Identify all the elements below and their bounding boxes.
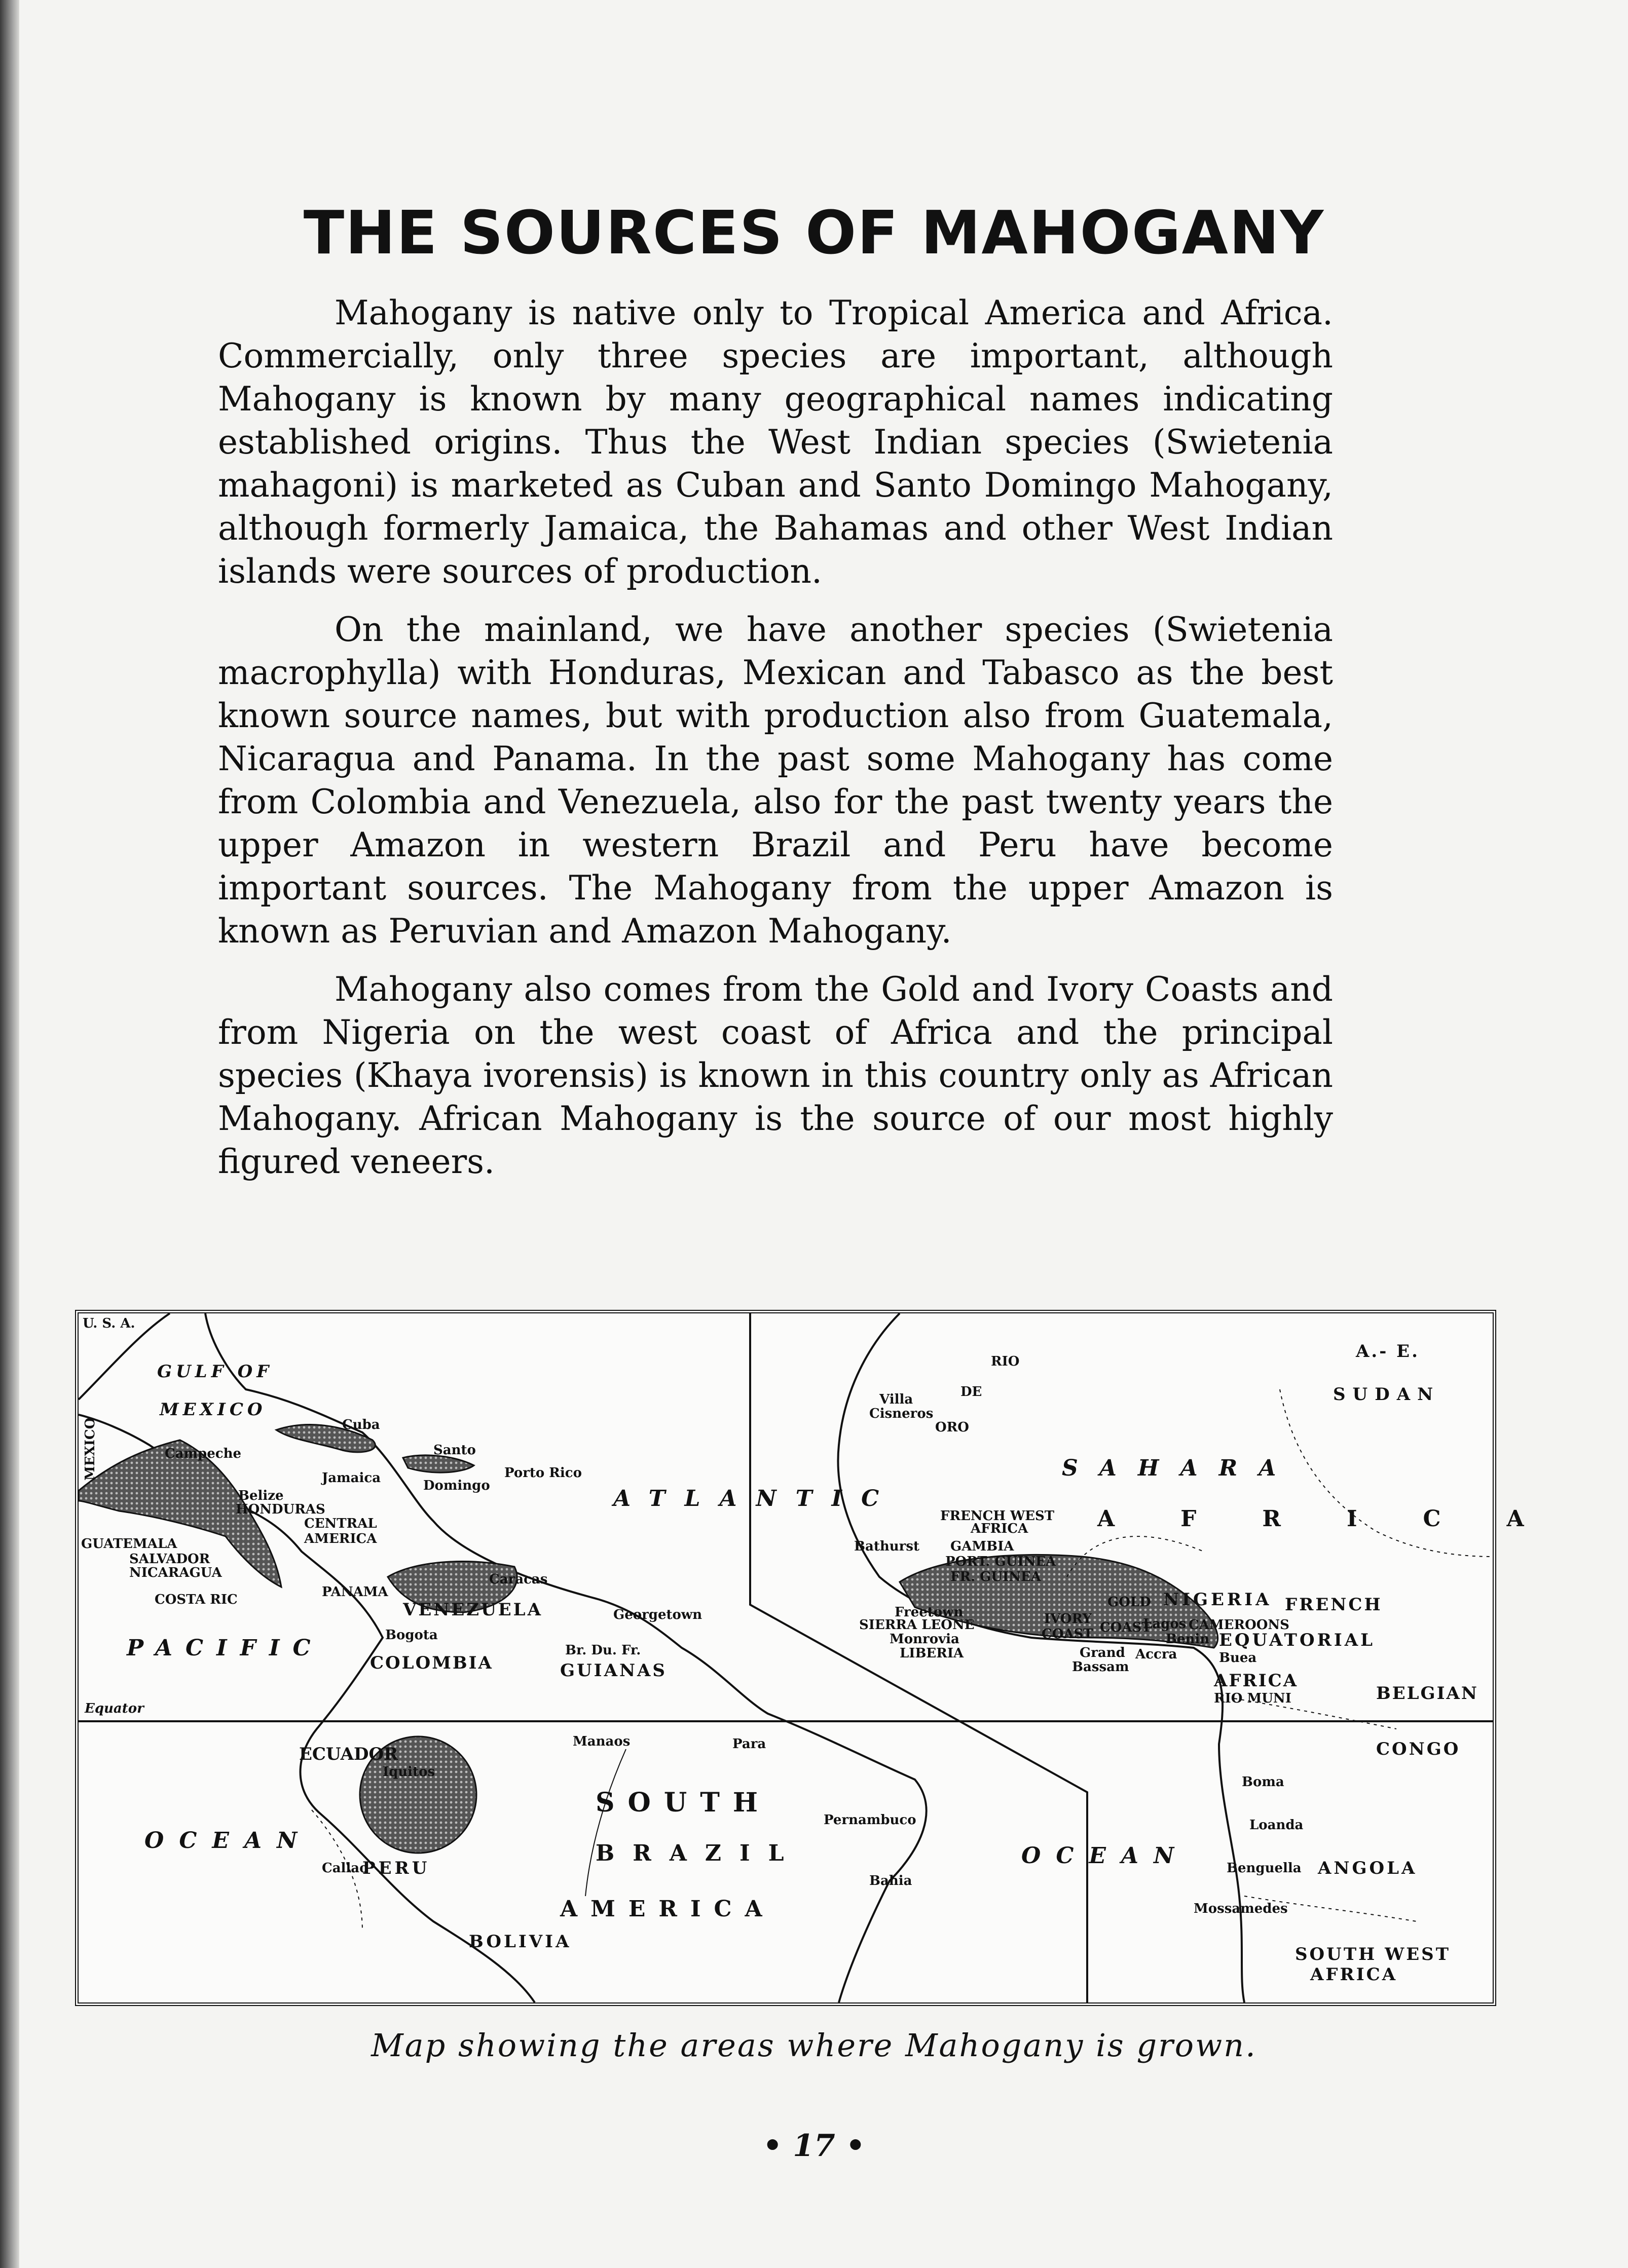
label-cisneros: Cisneros — [869, 1406, 934, 1421]
label-coast-ivory: COAST — [1042, 1627, 1093, 1642]
label-honduras: HONDURAS — [236, 1502, 325, 1517]
label-atlantic: ATLANTIC — [613, 1486, 899, 1511]
label-cameroons: CAMEROONS — [1189, 1617, 1289, 1633]
label-grand: Grand — [1080, 1645, 1125, 1660]
label-salvador: SALVADOR — [129, 1552, 210, 1567]
label-campeche: Campeche — [165, 1446, 242, 1461]
label-gulf-of: GULF OF — [157, 1362, 273, 1382]
label-lagos: Lagos — [1143, 1616, 1187, 1632]
mahogany-map — [75, 1310, 1590, 2006]
label-africa-equatorial: AFRICA — [1214, 1671, 1299, 1691]
label-ocean-right: OCEAN — [1021, 1843, 1190, 1869]
label-freetown: Freetown — [895, 1605, 964, 1620]
label-south-west: SOUTH WEST — [1295, 1944, 1451, 1964]
label-belize: Belize — [238, 1488, 284, 1503]
label-boma: Boma — [1242, 1774, 1284, 1790]
label-bahia: Bahia — [869, 1873, 912, 1888]
label-congo: CONGO — [1376, 1739, 1461, 1759]
label-accra: Accra — [1135, 1647, 1177, 1662]
label-africa: AFRICA — [1097, 1506, 1590, 1532]
label-bogota: Bogota — [385, 1628, 438, 1643]
label-america-central: AMERICA — [304, 1531, 377, 1546]
label-villa: Villa — [879, 1392, 913, 1407]
page-title: THE SOURCES OF MAHOGANY — [303, 198, 1325, 268]
label-america-south: AMERICA — [560, 1896, 775, 1922]
label-gambia: GAMBIA — [950, 1539, 1014, 1554]
label-equator: Equator — [85, 1701, 144, 1716]
label-usa: U. S. A. — [83, 1316, 135, 1331]
label-pacific: PACIFIC — [127, 1635, 324, 1661]
label-equatorial: EQUATORIAL — [1219, 1630, 1376, 1650]
label-sudan: SUDAN — [1333, 1384, 1440, 1405]
label-bassam: Bassam — [1072, 1659, 1129, 1675]
label-coast-gold: COAST — [1100, 1620, 1152, 1635]
label-nicaragua: NICARAGUA — [129, 1565, 222, 1580]
label-gold: GOLD — [1107, 1595, 1151, 1610]
label-porto-rico: Porto Rico — [504, 1465, 582, 1481]
label-ecuador: ECUADOR — [299, 1744, 398, 1764]
label-caracas: Caracas — [489, 1572, 548, 1587]
label-liberia: LIBERIA — [900, 1646, 964, 1661]
label-guatemala: GUATEMALA — [81, 1536, 177, 1552]
page-binding-edge — [0, 0, 19, 2268]
paragraph-2: On the mainland, we have another species (Swietenia macrophylla) with Honduras, Mexican and Tabasco as the best known source names, but with production also from Guatemala, Nicaragua and Panama. In the past some Mahogany has come from Colombia and Venezuela, also for the past twenty years the upper Amazon in western Brazil and Peru have become important sources. The Mahogany from the upper Amazon is known as Peruvian and Amazon Mahogany. — [218, 610, 1333, 951]
label-guianas: GUIANAS — [560, 1660, 667, 1681]
label-domingo: Domingo — [423, 1478, 490, 1493]
label-sahara: SAHARA — [1062, 1455, 1298, 1481]
label-guianas-names: Br. Du. Fr. — [565, 1643, 641, 1658]
label-bathurst: Bathurst — [854, 1539, 919, 1554]
label-benin: Benin — [1166, 1632, 1210, 1647]
paragraph-3: Mahogany also comes from the Gold and Ivory Coasts and from Nigeria on the west coast of Africa and the principal species (Khaya ivorensis) is known in this country only as African Mahogany. African Mahogany is the source of our most highly figured veneers. — [218, 970, 1333, 1181]
label-iquitos: Iquitos — [383, 1764, 435, 1780]
label-monrovia: Monrovia — [890, 1632, 959, 1647]
label-pernambuco: Pernambuco — [824, 1812, 916, 1828]
label-bolivia: BOLIVIA — [469, 1932, 572, 1952]
label-rio: RIO — [991, 1354, 1020, 1369]
label-sierra-leone: SIERRA LEONE — [859, 1617, 975, 1633]
paragraph-1: Mahogany is native only to Tropical America and Africa. Commercially, only three species are important, although Mahogany is known by many geographical names indicating established origins. Thus the West Indian species (Swietenia mahagoni) is marketed as Cuban and Santo Domingo Mahogany, although formerly Jamaica, the Bahamas and other West Indian islands were sources of production. — [218, 293, 1333, 591]
label-santo: Santo — [433, 1443, 476, 1458]
label-venezuela: VENEZUELA — [403, 1600, 543, 1620]
label-angola: ANGOLA — [1318, 1858, 1418, 1878]
label-nigeria: NIGERIA — [1163, 1590, 1272, 1610]
label-callao: Callao — [322, 1861, 368, 1876]
page-number: • 17 • — [763, 2128, 865, 2164]
label-ae: A.- E. — [1356, 1341, 1420, 1362]
label-costa-rica: COSTA RIC — [155, 1592, 238, 1607]
label-rio-muni: RIO MUNI — [1214, 1691, 1291, 1706]
label-central: CENTRAL — [304, 1516, 377, 1531]
label-panama: PANAMA — [322, 1584, 388, 1600]
label-cuba: Cuba — [342, 1417, 380, 1432]
label-fr-guinea: FR. GUINEA — [950, 1569, 1041, 1584]
label-peru: PERU — [362, 1858, 430, 1878]
hispaniola-shape — [403, 1455, 474, 1472]
label-georgetown: Georgetown — [613, 1607, 702, 1622]
label-south: SOUTH — [596, 1787, 771, 1818]
label-ivory: IVORY — [1044, 1611, 1092, 1627]
label-buea: Buea — [1219, 1650, 1257, 1666]
label-loanda: Loanda — [1249, 1818, 1304, 1833]
label-brazil: BRAZIL — [596, 1840, 802, 1866]
label-mexico-sea: MEXICO — [160, 1400, 267, 1420]
label-benguella: Benguella — [1227, 1861, 1302, 1876]
label-africa-sw: AFRICA — [1310, 1964, 1398, 1985]
label-mossamedes: Mossamedes — [1194, 1901, 1288, 1916]
label-colombia: COLOMBIA — [370, 1653, 493, 1673]
label-jamaica: Jamaica — [322, 1470, 381, 1486]
label-manaos: Manaos — [573, 1734, 631, 1749]
label-french: FRENCH — [1285, 1595, 1383, 1615]
label-french-west: FRENCH WEST — [940, 1508, 1055, 1524]
label-mexico: MEXICO — [83, 1417, 98, 1481]
label-belgian: BELGIAN — [1376, 1683, 1478, 1704]
label-de: DE — [960, 1384, 982, 1400]
label-africa-fw: AFRICA — [971, 1521, 1028, 1536]
label-oro: ORO — [935, 1420, 969, 1435]
label-para: Para — [732, 1736, 766, 1752]
label-port-guinea: PORT. GUINEA — [945, 1554, 1056, 1569]
label-ocean-left: OCEAN — [144, 1828, 313, 1854]
map-caption: Map showing the areas where Mahogany is grown. — [371, 2027, 1257, 2064]
